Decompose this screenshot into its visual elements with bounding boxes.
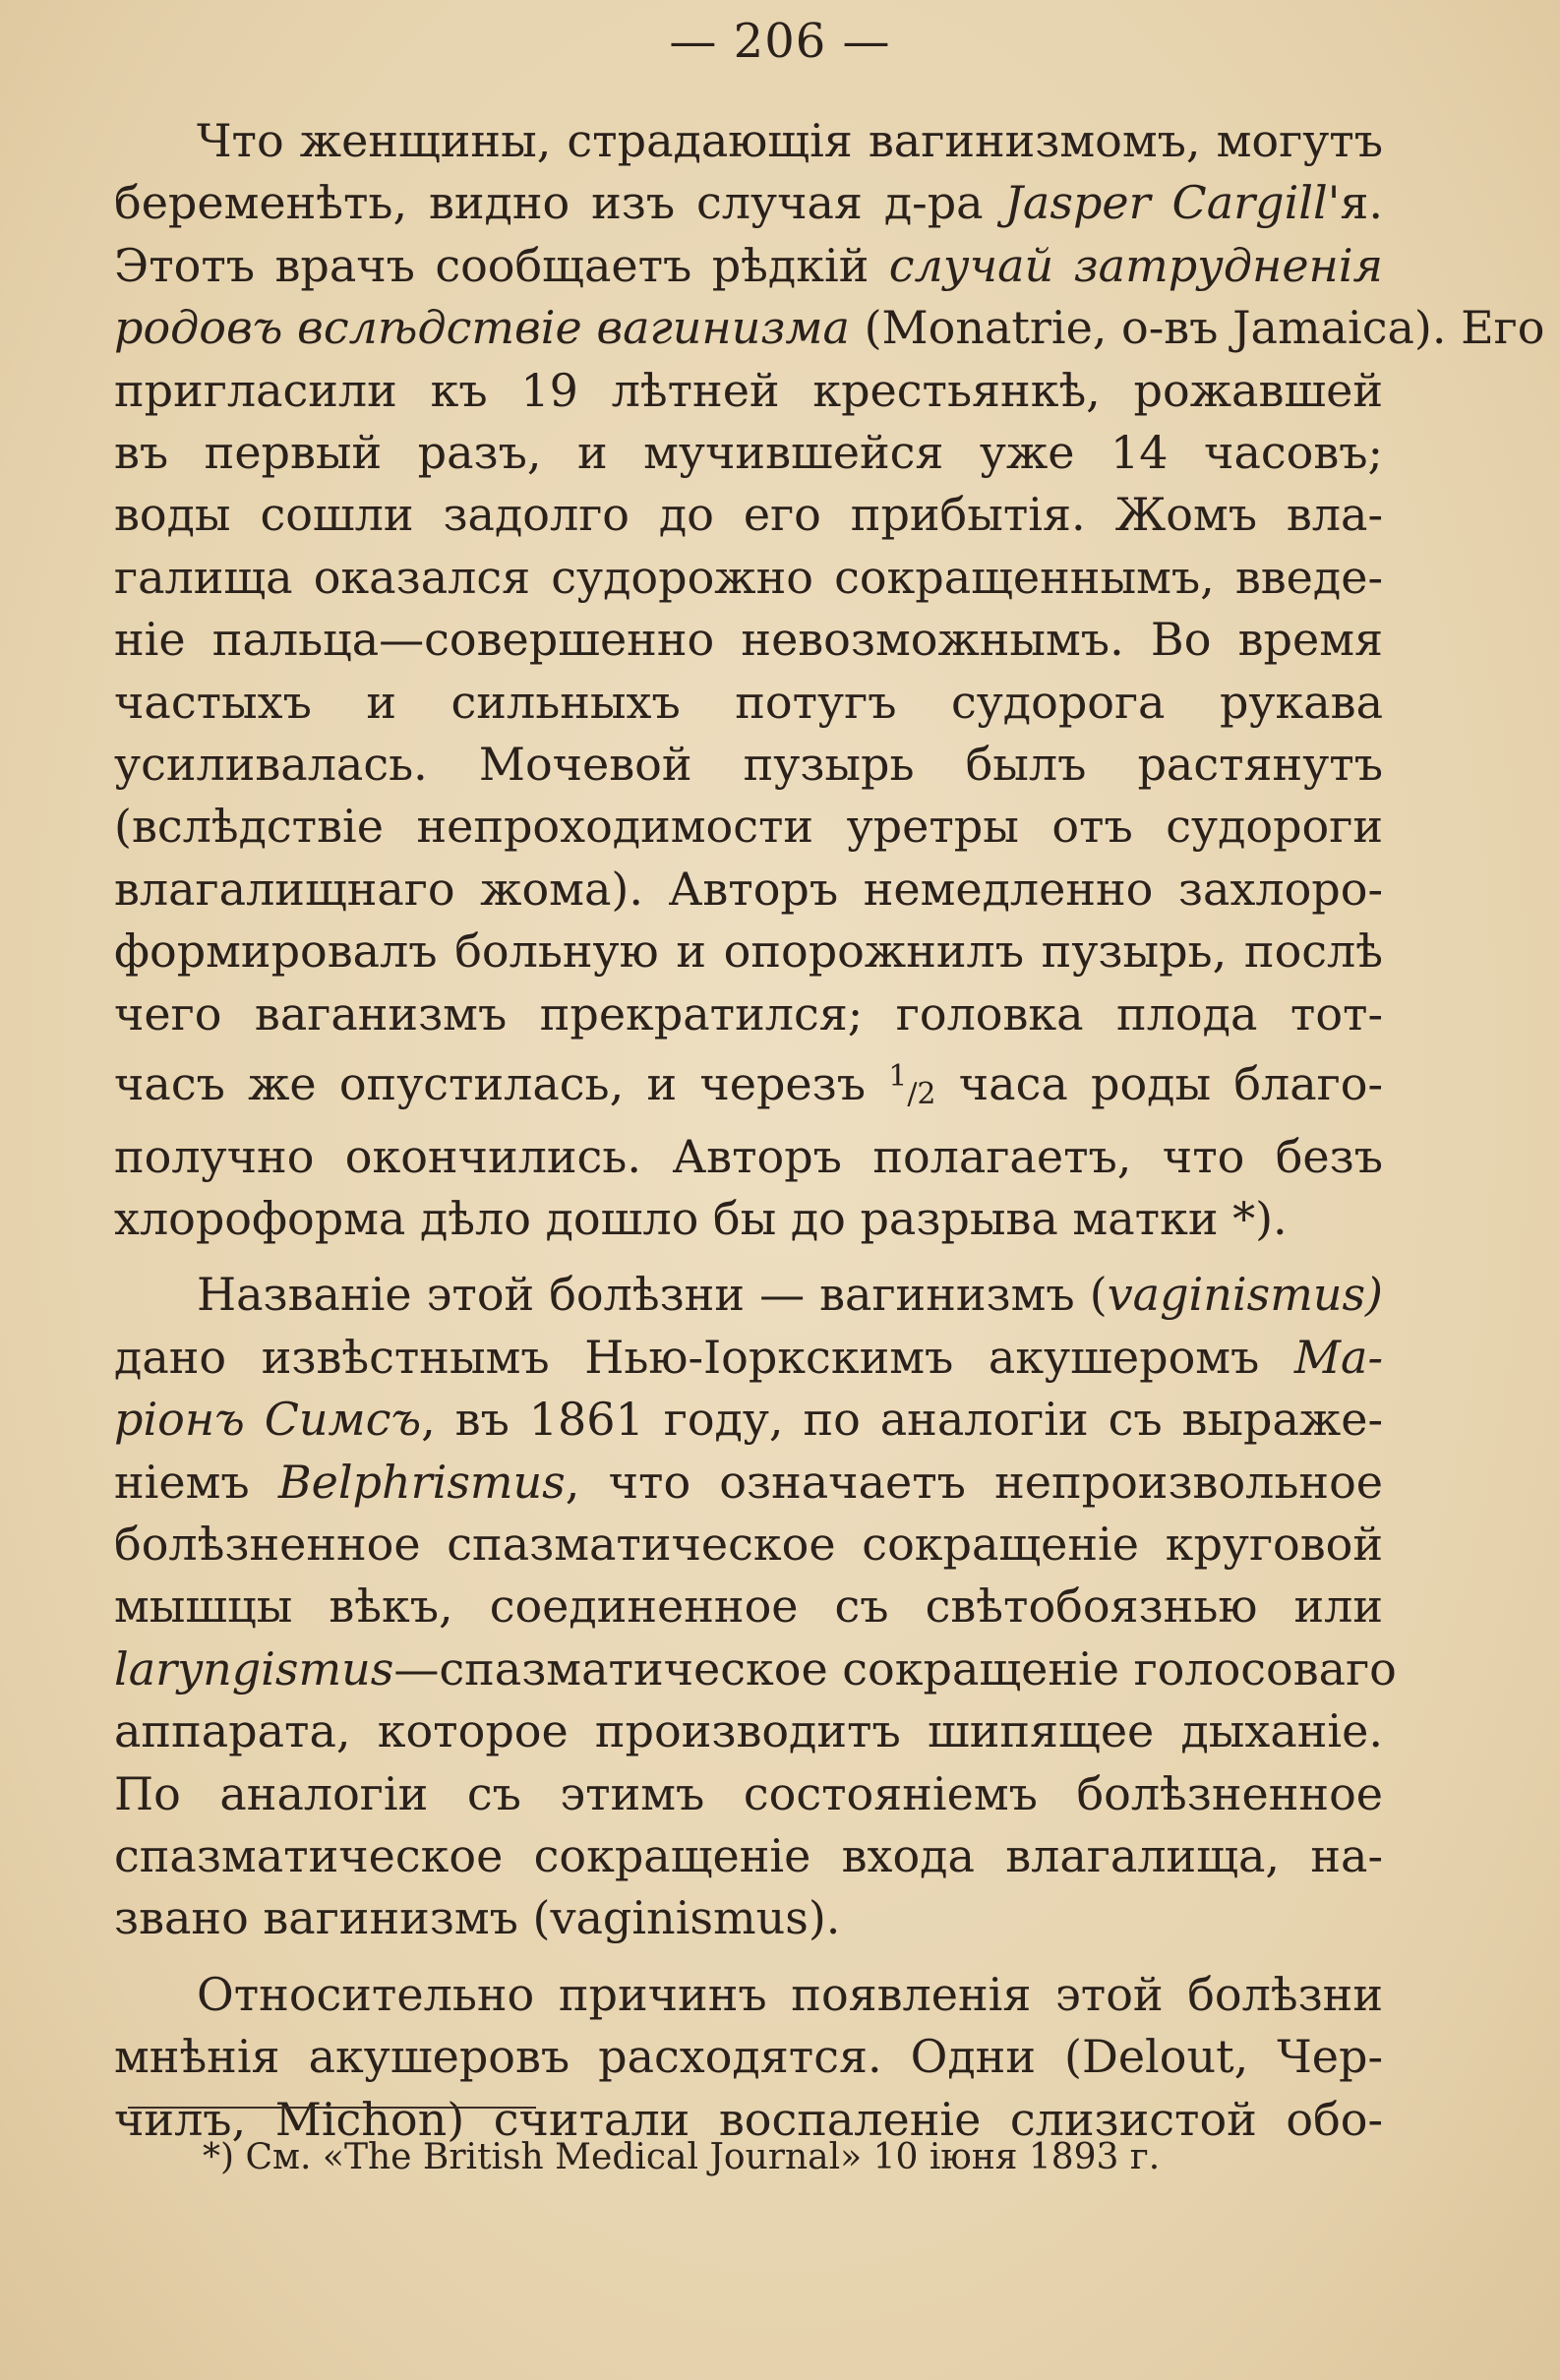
text-line: спазматическое сокращеніе входа влагалища, на- — [114, 1828, 1383, 1882]
body-text — [114, 110, 1545, 2151]
text-line: Относительно причинъ появленія этой болѣзни — [197, 1967, 1383, 2021]
footnote: *) См. «The British Medical Journal» 10 іюня 1893 г. — [203, 2137, 1161, 2177]
text-line: ніе пальца—совершенно невозможнымъ. Во время — [114, 613, 1383, 667]
emphasis-text: laryngismus — [114, 1641, 394, 1696]
page-number: — 206 — — [669, 14, 891, 69]
text-line: ніемъ Belphrismus, что означаетъ непроизвольное — [114, 1455, 1383, 1509]
text-line: (вслѣдствіе непроходимости уретры отъ судороги — [114, 800, 1383, 854]
footnote-divider — [128, 2107, 536, 2109]
paragraph-1 — [114, 110, 1545, 1250]
text-line: дано извѣстнымъ Нью-Іоркскимъ акушеромъ Ма- — [114, 1330, 1383, 1384]
emphasis-text: случай затрудненія — [888, 238, 1384, 292]
text-line: мышцы вѣкъ, соединенное съ свѣтобоязнью или — [114, 1579, 1383, 1634]
text-line: По аналогіи съ этимъ состояніемъ болѣзненное — [114, 1766, 1383, 1820]
text-line: пригласили къ 19 лѣтней крестьянкѣ, рожавшей — [114, 363, 1383, 417]
fraction-denominator: /2 — [907, 1077, 936, 1112]
text-line: галища оказался судорожно сокращеннымъ, введе- — [114, 550, 1383, 604]
fraction-numerator: 1 — [888, 1059, 908, 1095]
emphasis-text: родовъ вслѣдствіе вагинизма — [114, 301, 850, 355]
emphasis-text: vaginismus) — [1107, 1268, 1383, 1322]
text-line: ріонъ Симсъ, въ 1861 году, по аналогіи съ выраже- — [114, 1393, 1383, 1447]
text-line: частыхъ и сильныхъ потугъ судорога рукава — [114, 675, 1383, 729]
text-line: Этотъ врачъ сообщаетъ рѣдкій случай затрудненія — [114, 238, 1384, 292]
text-line: laryngismus—спазматическое сокращеніе голосоваго — [114, 1641, 1397, 1696]
text-line: аппарата, которое производитъ шипящее дыханіе. — [114, 1704, 1383, 1758]
author-name: ріонъ Симсъ — [114, 1393, 422, 1447]
author-name: Jasper Cargill — [1004, 176, 1328, 230]
text-line: хлороформа дѣло дошло бы до разрыва матки *). — [114, 1191, 1288, 1245]
text-line: усиливалась. Мочевой пузырь былъ растянутъ — [114, 738, 1383, 792]
text-line: болѣзненное спазматическое сокращеніе круговой — [114, 1517, 1383, 1571]
text-line: часъ же опустилась, и черезъ $^1$/2 часа роды благо- — [114, 1057, 1383, 1112]
text-line: Названіе этой болѣзни — вагинизмъ (vaginismus) — [197, 1268, 1383, 1322]
text-line: влагалищнаго жома). Авторъ немедленно захлоро- — [114, 862, 1383, 916]
paragraph-3 — [114, 1964, 1383, 2151]
text-line: чего ваганизмъ прекратился; головка плода тот- — [114, 986, 1383, 1041]
author-name: Ма- — [1293, 1330, 1383, 1384]
paragraph-2 — [114, 1264, 1397, 1949]
text-line: звано вагинизмъ (vaginismus). — [114, 1891, 841, 1945]
text-line: воды сошли задолго до его прибытія. Жомъ вла- — [114, 488, 1383, 542]
text-line: получно окончились. Авторъ полагаетъ, что безъ — [114, 1129, 1383, 1183]
text-line: беременѣть, видно изъ случая д-ра Jasper Cargill'я. — [114, 176, 1383, 230]
text-line: формировалъ больную и опорожнилъ пузырь, послѣ — [114, 924, 1383, 979]
emphasis-text: Belphrismus — [277, 1455, 566, 1509]
text-line: чилъ, Michon) считали воспаленіе слизистой обо- — [114, 2092, 1383, 2146]
text-line: мнѣнія акушеровъ расходятся. Одни (Delout, Чер- — [114, 2030, 1383, 2084]
text-line: родовъ вслѣдствіе вагинизма (Monatrie, о-въ Jamaica). Его — [114, 301, 1545, 355]
text-line: Что женщины, страдающія вагинизмомъ, могутъ — [197, 114, 1383, 167]
text-line: въ первый разъ, и мучившейся уже 14 часовъ; — [114, 426, 1383, 480]
